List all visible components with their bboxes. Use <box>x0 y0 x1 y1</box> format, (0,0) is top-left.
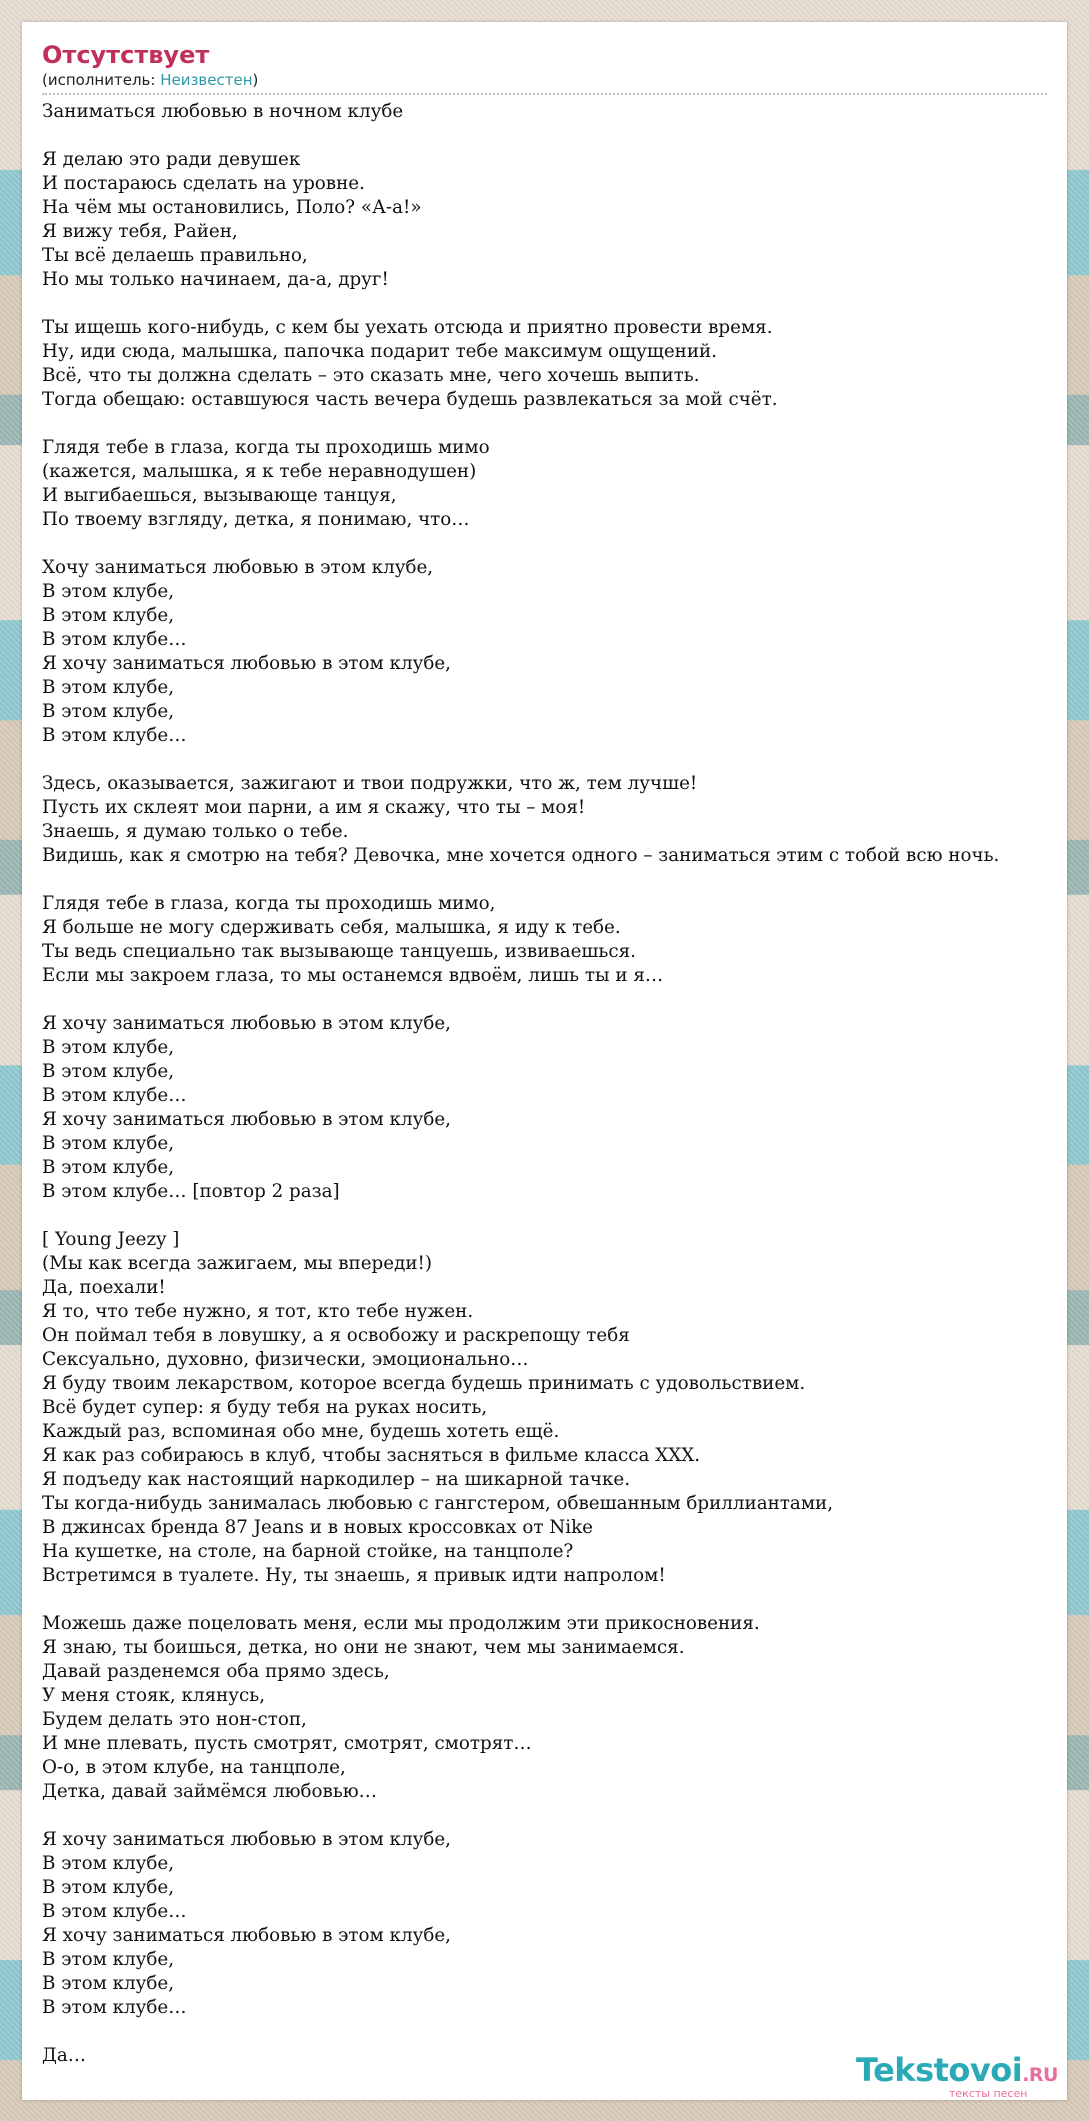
lyrics-text: Заниматься любовью в ночном клубе Я делаю это ради девушек И постараюсь сделать на уровне. На чём мы остановились, Поло? «А-а!» Я вижу тебя, Райен, Ты всё делаешь правильно, Но мы только начинаем, да-а, друг! Ты ищешь кого-нибудь, с кем бы уехать отсюда и приятно провести время. Ну, иди сюда, малышка, папочка подарит тебе максимум ощущений. Всё, что ты должна сделать – это сказать мне, чего хочешь выпить. Тогда обещаю: оставшуюся часть вечера будешь развлекаться за мой счёт. Глядя тебе в глаза, когда ты проходишь мимо (кажется, малышка, я к тебе неравнодушен) И выгибаешься, вызывающе танцуя, По твоему взгляду, детка, я понимаю, что… Хочу заниматься любовью в этом клубе, В этом клубе, В этом клубе, В этом клубе… Я хочу заниматься любовью в этом клубе, В этом клубе, В этом клубе, В этом клубе… Здесь, оказывается, зажигают и твои подружки, что ж, тем лучше! Пусть их склеят мои парни, а им я скажу, что ты – моя! Знаешь, я думаю только о тебе. Видишь, как я смотрю на тебя? Девочка, мне хочется одного – заниматься этим с тобой всю ночь. Глядя тебе в глаза, когда ты проходишь мимо, Я больше не могу сдерживать себя, малышка, я иду к тебе. Ты ведь специально так вызывающе танцуешь, извиваешься. Если мы закроем глаза, то мы останемся вдвоём, лишь ты и я… Я хочу заниматься любовью в этом клубе, В этом клубе, В этом клубе, В этом клубе… Я хочу заниматься любовью в этом клубе, В этом клубе, В этом клубе, В этом клубе… [повтор 2 раза] [ Young Jeezy ] (Мы как всегда зажигаем, мы впереди!) Да, поехали! Я то, что тебе нужно, я тот, кто тебе нужен. Он поймал тебя в ловушку, а я освобожу и раскрепощу тебя Сексуально, духовно, физически, эмоционально… Я буду твоим лекарством, которое всегда будешь принимать с удовольствием. Всё будет супер: я буду тебя на руках носить, Каждый раз, вспоминая обо мне, будешь хотеть ещё. Я как раз собираюсь в клуб, чтобы засняться в фильме класса ХХХ. Я подъеду как настоящий наркодилер – на шикарной тачке. Ты когда-нибудь занималась любовью с гангстером, обвешанным бриллиантами, В джинсах бренда 87 Jeans и в новых кроссовках от Nike На кушетке, на столе, на барной стойке, на танцполе? Встретимся в туалете. Ну, ты знаешь, я привык идти напролом! Можешь даже поцеловать меня, если мы продолжим эти прикосновения. Я знаю, ты боишься, детка, но они не знают, чем мы занимаемся. Давай разденемся оба прямо здесь, У меня стояк, клянусь, Будем делать это нон-стоп, И мне плевать, пусть смотрят, смотрят, смотрят… О-о, в этом клубе, на танцполе, Детка, давай займёмся любовью… Я хочу заниматься любовью в этом клубе, В этом клубе, В этом клубе, В этом клубе… Я хочу заниматься любовью в этом клубе, В этом клубе, В этом клубе, В этом клубе… Да… <box>42 101 1000 2066</box>
performer-suffix: ) <box>252 71 259 89</box>
performer-line <box>42 70 1047 95</box>
performer-link[interactable]: Неизвестен <box>160 71 253 89</box>
logo-name: Tekstovoi <box>856 2051 1023 2089</box>
logo-tagline: тексты песен <box>949 2087 1028 2100</box>
logo-tld: .RU <box>1022 2064 1058 2086</box>
performer-prefix: (исполнитель: <box>42 71 161 89</box>
song-header <box>42 40 1047 95</box>
site-logo[interactable] <box>856 2050 1066 2102</box>
song-title: Отсутствует <box>42 41 210 69</box>
